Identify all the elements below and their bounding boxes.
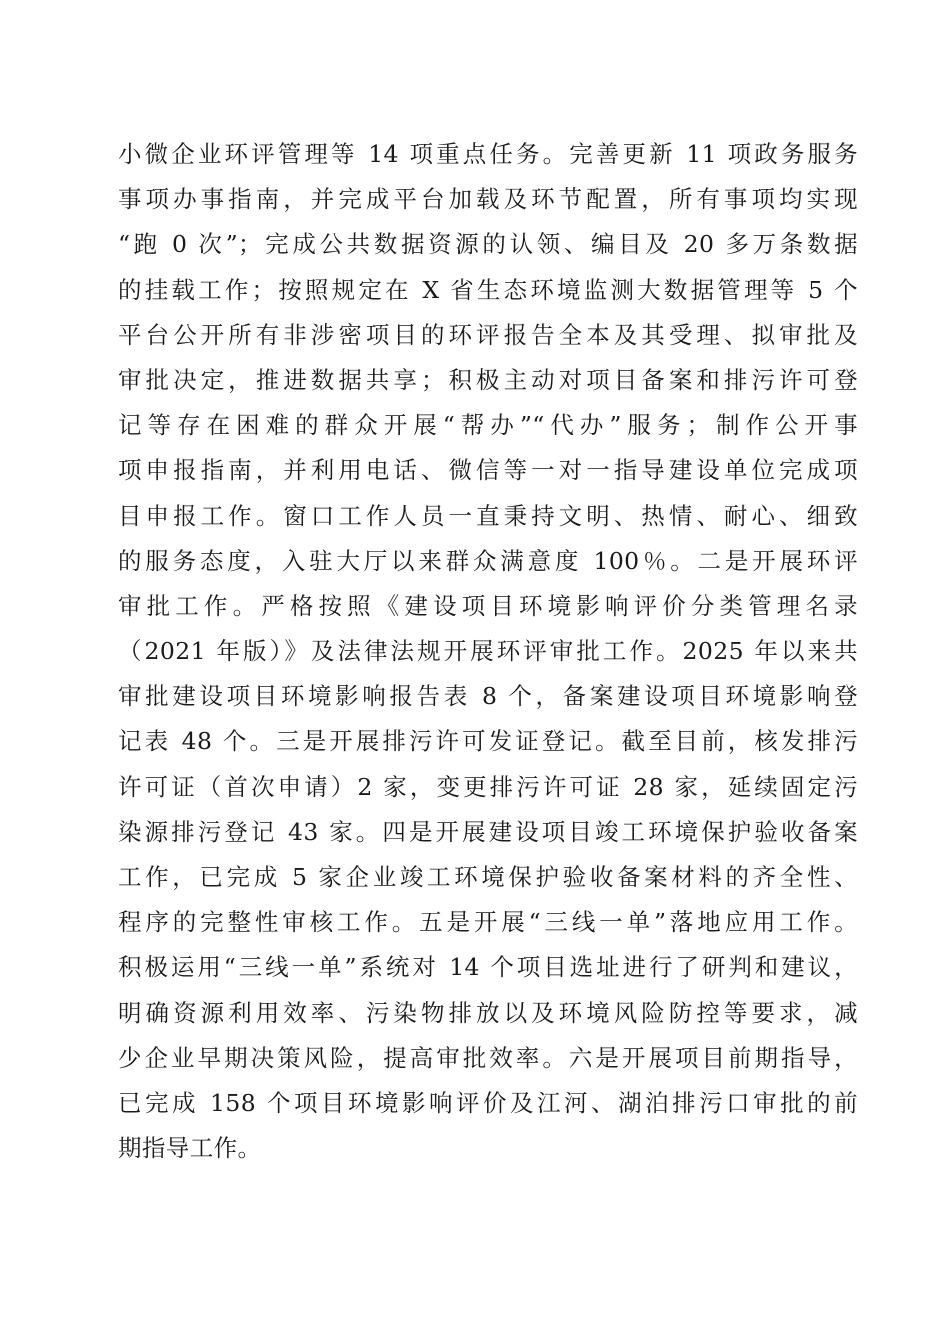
text-line: （2021 年版）》及法律法规开展环评审批工作。2025 年以来共	[118, 637, 858, 666]
body-paragraph	[118, 132, 858, 1171]
text-line: 目申报工作。窗口工作人员一直秉持文明、热情、耐心、细致	[118, 501, 858, 530]
text-line: “跑 0 次”；完成公共数据资源的认领、编目及 20 多万条数据	[118, 230, 858, 259]
text-line: 平台公开所有非涉密项目的环评报告全本及其受理、拟审批及	[118, 320, 858, 349]
text-line: 积极运用“三线一单”系统对 14 个项目选址进行了研判和建议，	[118, 953, 858, 982]
text-line: 审批决定，推进数据共享；积极主动对项目备案和排污许可登	[118, 365, 858, 394]
text-line: 的服务态度，入驻大厅以来群众满意度 100％。二是开展环评	[118, 546, 858, 575]
text-line: 事项办事指南，并完成平台加载及环节配置，所有事项均实现	[118, 185, 858, 214]
text-line: 的挂载工作；按照规定在 X 省生态环境监测大数据管理等 5 个	[118, 275, 858, 304]
text-line: 程序的完整性审核工作。五是开展“三线一单”落地应用工作。	[118, 908, 858, 937]
text-line: 明确资源利用效率、污染物排放以及环境风险防控等要求，减	[118, 998, 858, 1027]
text-line: 记表 48 个。三是开展排污许可发证登记。截至目前，核发排污	[118, 727, 858, 756]
text-line: 项申报指南，并利用电话、微信等一对一指导建设单位完成项	[118, 456, 858, 485]
text-line: 期指导工作。	[118, 1134, 262, 1163]
text-line: 小微企业环评管理等 14 项重点任务。完善更新 11 项政务服务	[118, 140, 858, 168]
text-line: 染源排污登记 43 家。四是开展建设项目竣工环境保护验收备案	[118, 817, 858, 846]
text-line: 许可证（首次申请）2 家，变更排污许可证 28 家，延续固定污	[118, 772, 858, 801]
text-line: 已完成 158 个项目环境影响评价及江河、湖泊排污口审批的前	[118, 1088, 858, 1117]
text-line: 少企业早期决策风险，提高审批效率。六是开展项目前期指导，	[118, 1043, 858, 1072]
text-line: 审批建设项目环境影响报告表 8 个，备案建设项目环境影响登	[118, 682, 858, 711]
text-line: 审批工作。严格按照《建设项目环境影响评价分类管理名录	[118, 591, 858, 620]
text-line: 记等存在困难的群众开展“帮办”“代办”服务；制作公开事	[118, 411, 858, 440]
text-line: 工作，已完成 5 家企业竣工环境保护验收备案材料的齐全性、	[118, 863, 858, 891]
